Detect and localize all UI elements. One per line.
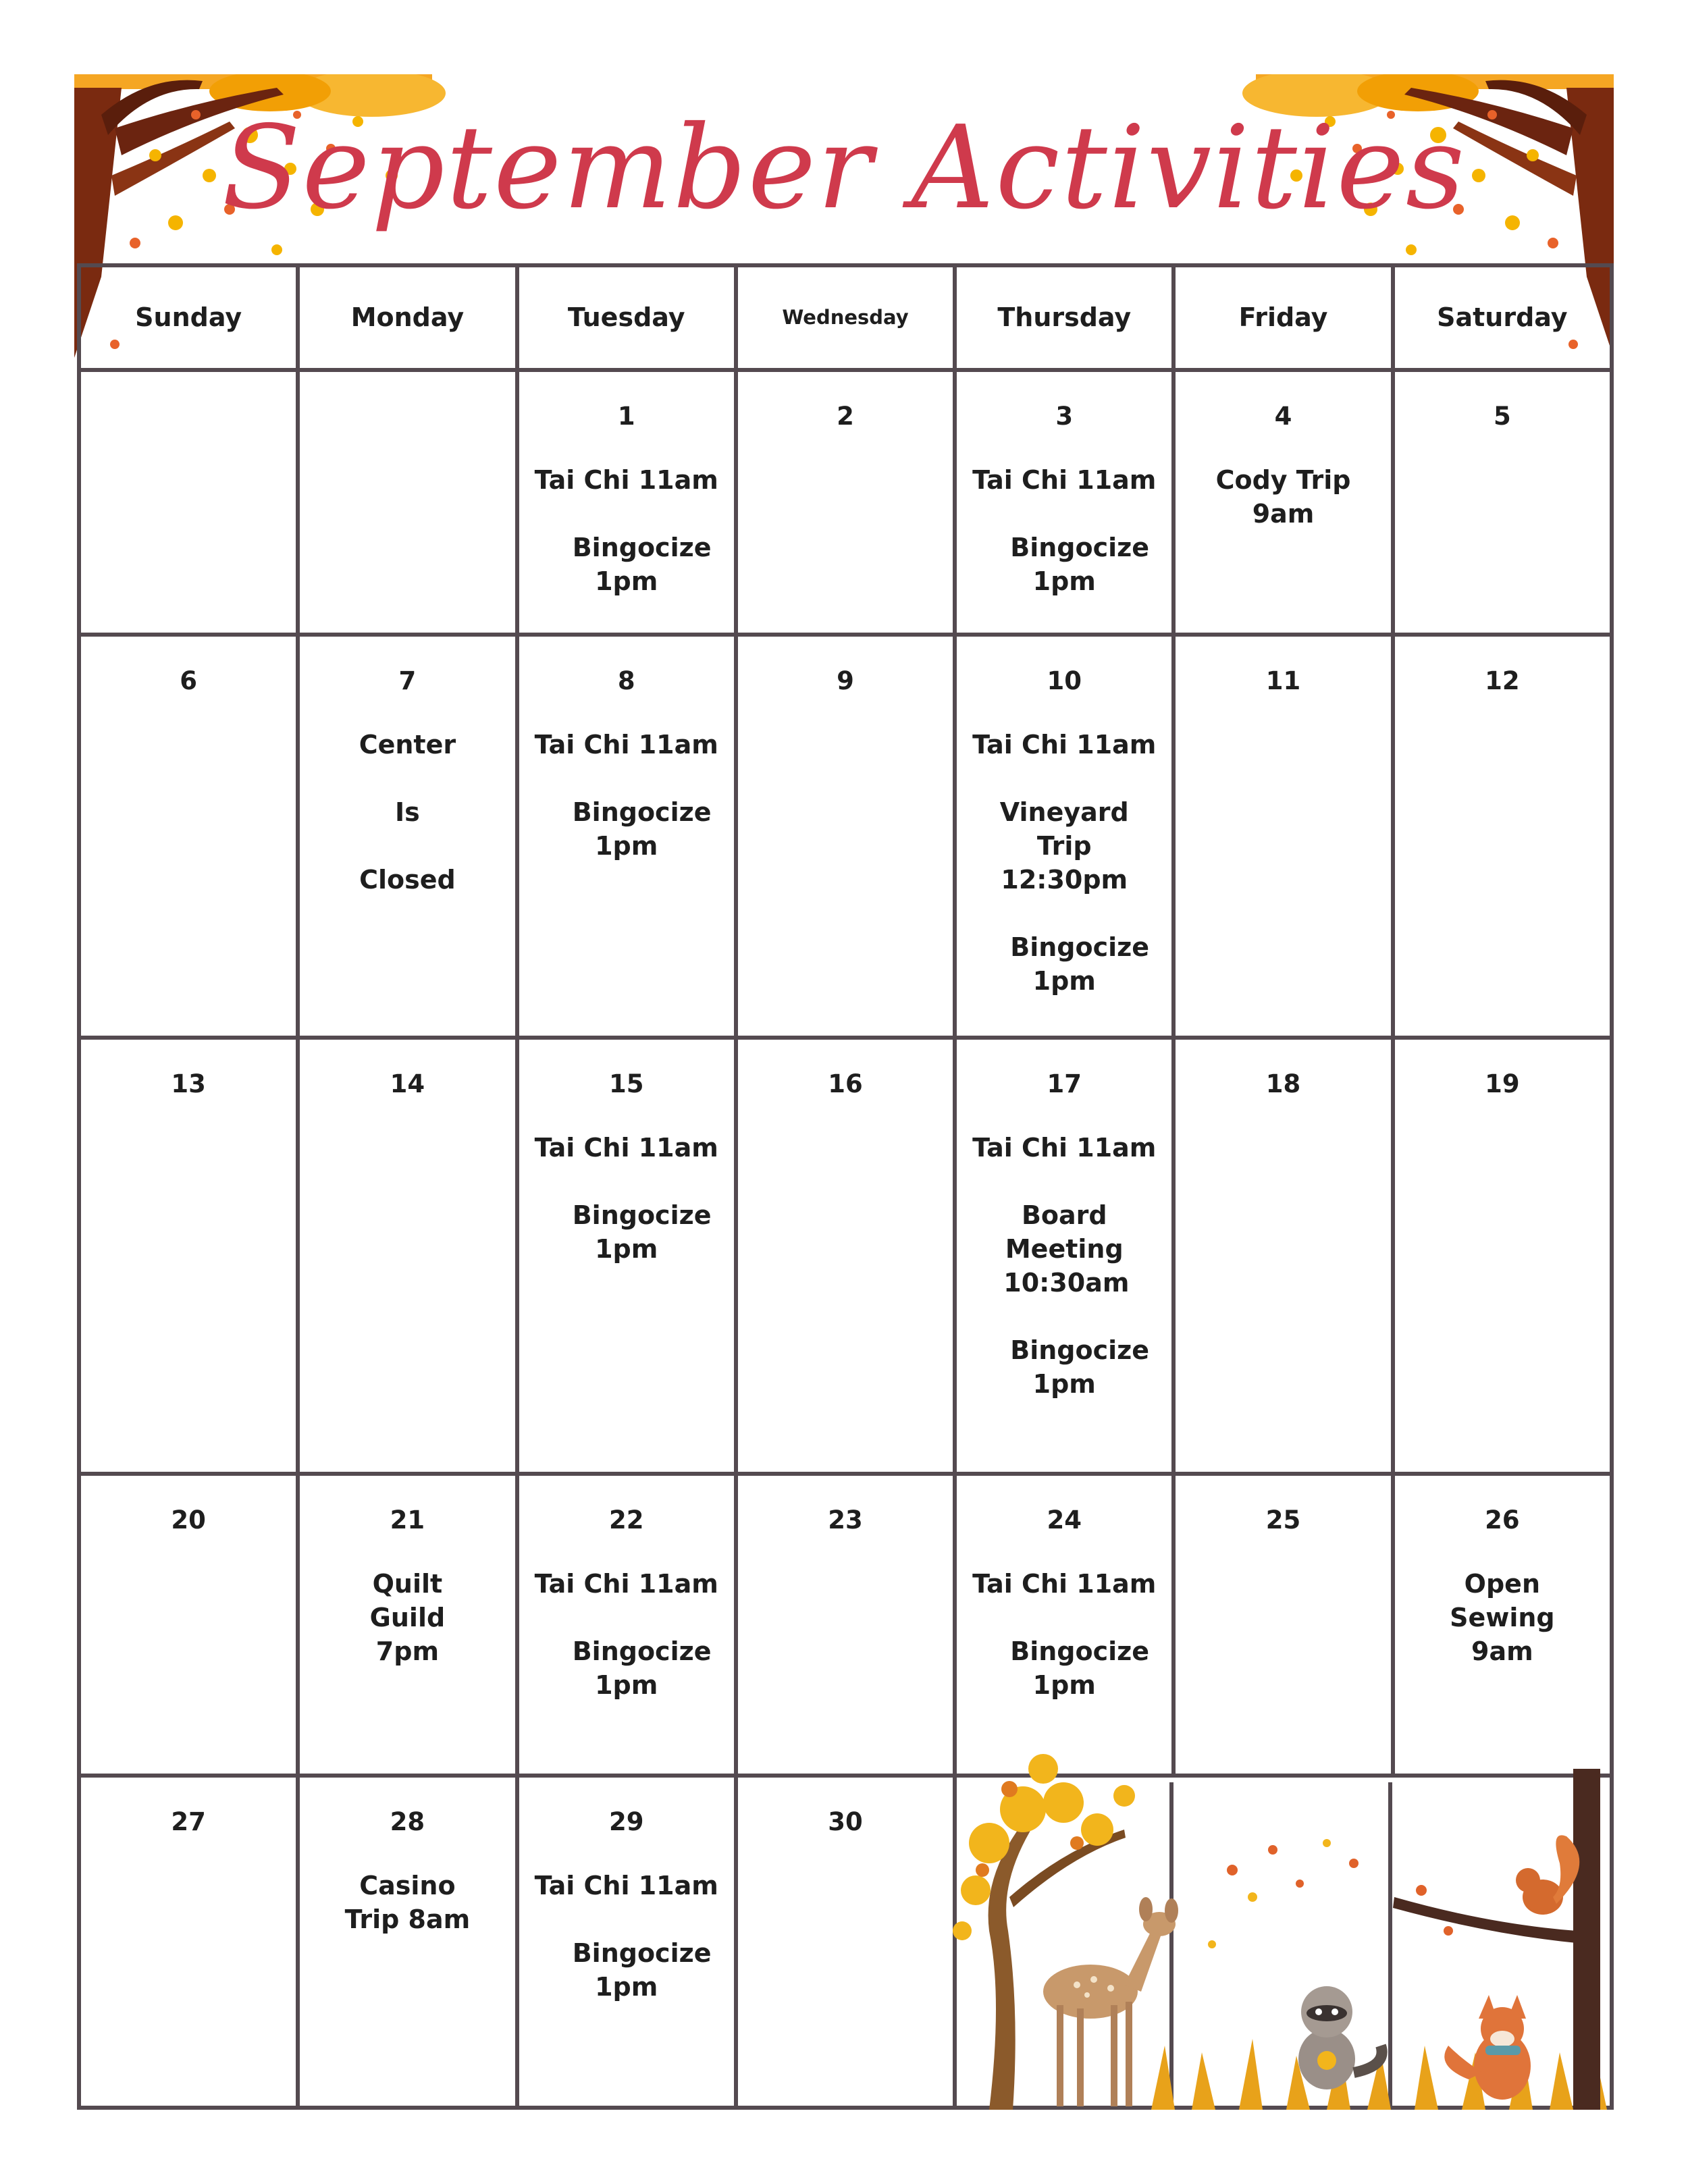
day-number: 23 xyxy=(828,1505,863,1535)
day-cell xyxy=(517,1038,736,1473)
day-cell xyxy=(1393,370,1612,635)
weekday-header-row xyxy=(79,265,1612,370)
week-row-2 xyxy=(79,635,1612,1038)
day-number: 24 xyxy=(1047,1505,1082,1535)
day-cell xyxy=(955,1038,1173,1473)
event-text: Tai Chi 11am xyxy=(534,1568,718,1599)
event-text: Tai Chi 11am xyxy=(972,1133,1157,1163)
day-number: 16 xyxy=(828,1069,863,1099)
event-text: Bingocize 1pm xyxy=(1010,1335,1150,1400)
event-text: Vineyard Trip 12:30pm xyxy=(999,797,1129,895)
closure-text: Center xyxy=(359,729,456,760)
weekday-sunday: Sunday xyxy=(79,265,298,370)
event-text: Tai Chi 11am xyxy=(972,1568,1157,1599)
day-cell xyxy=(517,635,736,1038)
day-number: 14 xyxy=(390,1069,425,1099)
event-text: Tai Chi 11am xyxy=(534,464,718,495)
event-text: Bingocize 1pm xyxy=(572,1636,712,1700)
day-cell xyxy=(1393,1038,1612,1473)
day-number: 29 xyxy=(608,1807,644,1836)
day-number: 30 xyxy=(828,1807,863,1836)
day-number: 1 xyxy=(617,401,635,431)
day-number: 22 xyxy=(608,1505,644,1535)
day-number: 20 xyxy=(171,1505,206,1535)
day-cell xyxy=(736,370,955,635)
day-number: 3 xyxy=(1055,401,1074,431)
day-number: 10 xyxy=(1047,666,1082,695)
day-number: 2 xyxy=(837,401,854,431)
day-number: 12 xyxy=(1485,666,1520,695)
day-cell xyxy=(736,1474,955,1776)
day-cell xyxy=(736,635,955,1038)
event-text: Bingocize 1pm xyxy=(572,1200,712,1264)
day-number: 28 xyxy=(390,1807,425,1836)
day-number: 19 xyxy=(1485,1069,1520,1099)
event-text: Casino Trip 8am xyxy=(344,1870,471,1934)
day-number: 25 xyxy=(1265,1505,1301,1535)
day-cell-empty xyxy=(79,370,298,635)
day-number: 15 xyxy=(608,1069,644,1099)
week-row-1 xyxy=(79,370,1612,635)
day-number: 4 xyxy=(1274,401,1292,431)
day-cell xyxy=(955,370,1173,635)
day-number: 11 xyxy=(1265,666,1301,695)
day-cell xyxy=(1393,635,1612,1038)
event-text: Tai Chi 11am xyxy=(534,1870,718,1900)
day-number: 7 xyxy=(398,666,417,695)
event-text: Tai Chi 11am xyxy=(972,729,1157,760)
weekday-monday: Monday xyxy=(298,265,517,370)
event-text: Bingocize 1pm xyxy=(572,532,712,596)
day-cell xyxy=(79,1776,298,2108)
day-cell xyxy=(298,1474,517,1776)
weekday-thursday: Thursday xyxy=(955,265,1173,370)
event-text: Quilt Guild 7pm xyxy=(369,1568,446,1666)
day-cell xyxy=(79,1474,298,1776)
event-text: Bingocize 1pm xyxy=(1010,1636,1150,1700)
day-number: 13 xyxy=(171,1069,206,1099)
day-cell-empty xyxy=(298,370,517,635)
day-number: 5 xyxy=(1493,401,1511,431)
event-text: Open Sewing 9am xyxy=(1450,1568,1555,1666)
closure-text: Closed xyxy=(359,864,456,895)
day-cell xyxy=(79,635,298,1038)
event-text: Tai Chi 11am xyxy=(534,729,718,760)
event-text: Bingocize 1pm xyxy=(1010,532,1150,596)
day-cell xyxy=(517,370,736,635)
day-cell xyxy=(298,1038,517,1473)
day-cell xyxy=(736,1776,955,2108)
day-cell xyxy=(298,1776,517,2108)
day-number: 9 xyxy=(837,666,854,695)
day-number: 27 xyxy=(171,1807,206,1836)
day-number: 8 xyxy=(617,666,635,695)
weekday-friday: Friday xyxy=(1173,265,1392,370)
event-text: Bingocize 1pm xyxy=(572,1938,712,2002)
day-cell xyxy=(517,1776,736,2108)
day-cell xyxy=(1173,635,1392,1038)
day-number: 18 xyxy=(1265,1069,1301,1099)
day-cell xyxy=(1173,370,1392,635)
weekday-tuesday: Tuesday xyxy=(517,265,736,370)
week-row-3 xyxy=(79,1038,1612,1473)
day-number: 26 xyxy=(1485,1505,1520,1535)
day-cell xyxy=(955,635,1173,1038)
weekday-wednesday: Wednesday xyxy=(736,265,955,370)
day-cell xyxy=(517,1474,736,1776)
woodland-animals-decoration xyxy=(949,1728,1617,2113)
event-text: Tai Chi 11am xyxy=(534,1133,718,1163)
weekday-saturday: Saturday xyxy=(1393,265,1612,370)
closure-text: Is xyxy=(395,797,420,827)
day-cell xyxy=(1173,1038,1392,1473)
day-cell xyxy=(298,635,517,1038)
event-text: Bingocize 1pm xyxy=(1010,932,1150,996)
day-number: 6 xyxy=(180,666,198,695)
event-text: Board Meeting 10:30am xyxy=(1003,1200,1130,1298)
day-number: 17 xyxy=(1047,1069,1082,1099)
event-text: Bingocize 1pm xyxy=(572,797,712,861)
day-cell xyxy=(736,1038,955,1473)
event-text: Cody Trip 9am xyxy=(1215,464,1351,529)
page-title: September Activities xyxy=(221,101,1467,235)
event-text: Tai Chi 11am xyxy=(972,464,1157,495)
day-number: 21 xyxy=(390,1505,425,1535)
day-cell xyxy=(79,1038,298,1473)
